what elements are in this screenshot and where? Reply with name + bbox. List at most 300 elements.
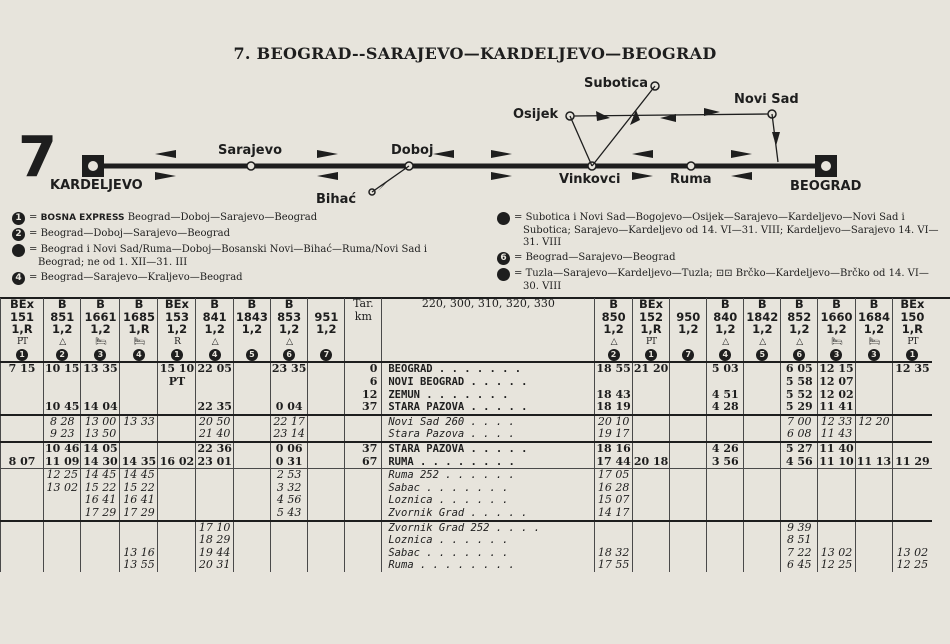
departure-time: 13 02 — [44, 482, 81, 495]
departure-time: 23 35 — [271, 362, 307, 376]
km-value — [345, 469, 382, 482]
train-category: B — [233, 298, 270, 311]
departure-time: 17 55 — [595, 559, 632, 572]
timetable-row — [1, 456, 932, 469]
train-circle-number — [744, 348, 781, 362]
departure-time — [632, 547, 669, 560]
departure-time: 10 46 — [45, 441, 80, 455]
departure-time: 20 18 — [633, 455, 669, 468]
departure-time — [270, 547, 307, 560]
train-category: B — [781, 298, 818, 311]
circle-number-icon: 5 — [756, 349, 768, 361]
train-category: B — [196, 298, 233, 311]
departure-time — [632, 521, 669, 535]
departure-time — [1, 376, 44, 389]
train-circle-number — [595, 348, 632, 362]
departure-time: 9 39 — [781, 521, 818, 535]
departure-time: 21 40 — [196, 428, 233, 442]
departure-time — [158, 482, 196, 495]
departure-time — [233, 428, 270, 442]
departure-time — [1, 534, 44, 547]
train-category: B — [81, 298, 120, 311]
timetable-row — [1, 494, 932, 507]
train-class: 1,2 — [595, 323, 632, 336]
circle-number-icon: 1 — [16, 349, 28, 361]
departure-time: 18 32 — [595, 547, 632, 560]
departure-time — [1, 507, 44, 521]
departure-time — [632, 401, 669, 415]
departure-time — [1, 389, 44, 402]
departure-time — [670, 376, 707, 389]
departure-time: 16 41 — [120, 494, 158, 507]
train-type: △ — [781, 336, 818, 349]
departure-time: 14 17 — [595, 507, 632, 521]
timetable-row — [1, 428, 932, 442]
train-number: 152 — [632, 311, 669, 324]
departure-time: 14 45 — [81, 469, 120, 482]
train-type: PT — [893, 336, 932, 349]
map-station-ruma: Ruma — [670, 172, 712, 187]
circle-number-icon: 4 — [719, 349, 731, 361]
departure-time — [158, 469, 196, 482]
departure-time — [855, 521, 892, 535]
departure-time: 12 25 — [44, 469, 81, 482]
departure-time: 17 29 — [120, 507, 158, 521]
km-value: 0 — [345, 362, 382, 376]
departure-time — [308, 469, 345, 482]
train-circle-number — [781, 348, 818, 362]
departure-time — [893, 415, 932, 429]
train-class: 1,2 — [308, 323, 345, 336]
departure-time — [233, 494, 270, 507]
train-class: 1,2 — [44, 323, 81, 336]
departure-time — [632, 389, 669, 402]
departure-time — [632, 442, 669, 456]
departure-time: 21 20 — [633, 362, 669, 376]
departure-time — [120, 389, 158, 402]
km-value — [345, 428, 382, 442]
departure-time — [44, 494, 81, 507]
departure-time — [44, 389, 81, 402]
train-type: △ — [270, 336, 307, 349]
station-name: Loznica . . . . . . — [382, 494, 595, 507]
departure-time — [308, 376, 345, 389]
departure-time — [233, 456, 270, 469]
departure-time — [855, 376, 892, 389]
train-type: △ — [44, 336, 81, 349]
departure-time: 5 43 — [270, 507, 307, 521]
departure-time — [233, 482, 270, 495]
station-name: STARA PAZOVA . . . . . — [382, 442, 595, 456]
timetable-row — [1, 389, 932, 402]
departure-time: 16 41 — [81, 494, 120, 507]
train-circle-number — [158, 348, 196, 362]
timetable-row — [1, 507, 932, 521]
departure-time — [196, 482, 233, 495]
departure-time — [308, 507, 345, 521]
train-type: 🛏 — [855, 336, 892, 349]
map-station-beograd: BEOGRAD — [790, 179, 862, 194]
station-header-cell — [382, 336, 595, 349]
km-value — [345, 482, 382, 495]
departure-time: 22 36 — [197, 441, 232, 455]
map-station-osijek: Osijek — [513, 107, 559, 122]
train-class: 1,R — [893, 323, 932, 336]
departure-time — [308, 442, 345, 456]
train-class: 1,2 — [818, 323, 855, 336]
departure-time: 18 43 — [596, 388, 631, 401]
legend-number: 3 — [12, 244, 25, 257]
departure-time — [120, 428, 158, 442]
departure-time: 13 02 — [893, 547, 932, 560]
station-name: Zvornik Grad 252 . . . . — [382, 521, 595, 535]
departure-time: 10 45 — [45, 401, 80, 414]
departure-time — [818, 507, 855, 521]
train-circle-number — [120, 348, 158, 362]
departure-time: 14 30 — [81, 456, 120, 469]
departure-time: 15 10 — [159, 362, 195, 376]
legend-text: Beograd i Novi Sad/Ruma—Doboj—Bosanski Novi—Bihać—Ruma/Novi Sad i Beograd; ne od 1. XII—31. III — [38, 244, 428, 268]
table-number: 7 — [18, 125, 57, 190]
timetable-row — [1, 376, 932, 389]
departure-time — [158, 389, 196, 402]
departure-time — [158, 401, 196, 415]
legend-text: Beograd—Doboj—Sarajevo—Beograd — [127, 212, 318, 223]
train-class: 1,2 — [670, 323, 707, 336]
train-circle-number — [670, 348, 707, 362]
departure-time: 23 14 — [270, 428, 307, 442]
departure-time — [308, 456, 345, 469]
departure-time — [595, 376, 632, 389]
departure-time — [233, 376, 270, 389]
departure-time — [781, 469, 818, 482]
departure-time — [632, 482, 669, 495]
departure-time — [44, 507, 81, 521]
timetable-row — [1, 521, 932, 535]
departure-time — [158, 507, 196, 521]
departure-time — [707, 428, 744, 442]
train-category: B — [707, 298, 744, 311]
departure-time: 4 28 — [707, 401, 744, 415]
departure-time: 17 10 — [196, 521, 233, 535]
departure-time: 20 31 — [196, 559, 233, 572]
departure-time — [233, 547, 270, 560]
train-type: 🛏 — [818, 336, 855, 349]
km-value — [345, 521, 382, 535]
km-value: 12 — [345, 389, 382, 402]
header-row — [1, 323, 932, 336]
station-name: Novi Sad 260 . . . . — [382, 415, 595, 429]
departure-time — [781, 507, 818, 521]
departure-time — [233, 362, 270, 376]
departure-time: 8 28 — [44, 415, 81, 429]
legend-text: Beograd—Sarajevo—Kraljevo—Beograd — [40, 272, 243, 283]
station-name: NOVI BEOGRAD . . . . . — [382, 376, 595, 389]
departure-time — [120, 534, 158, 547]
departure-time — [233, 507, 270, 521]
train-class: 1,2 — [707, 323, 744, 336]
departure-time — [632, 469, 669, 482]
station-name: Ruma . . . . . . . . — [382, 559, 595, 572]
departure-time — [670, 469, 707, 482]
tariff-km-header: km — [345, 311, 382, 324]
departure-time — [158, 415, 196, 429]
train-class: 1,R — [120, 323, 158, 336]
departure-time — [893, 494, 932, 507]
departure-time: 16 28 — [595, 482, 632, 495]
departure-time — [632, 415, 669, 429]
departure-time — [233, 469, 270, 482]
departure-time — [308, 362, 345, 376]
train-class: 1,R — [632, 323, 669, 336]
departure-time — [893, 376, 932, 389]
legend-right — [487, 212, 942, 293]
km-value — [345, 534, 382, 547]
map-station-kardeljevo: KARDELJEVO — [50, 178, 143, 193]
departure-time — [670, 456, 707, 469]
departure-time — [1, 559, 44, 572]
departure-time — [855, 401, 892, 415]
legend-number: 7 — [497, 268, 510, 281]
station-name: STARA PAZOVA . . . . . — [382, 401, 595, 415]
departure-time — [81, 534, 120, 547]
departure-time — [707, 547, 744, 560]
departure-time: 11 10 — [819, 455, 854, 468]
departure-time: 18 16 — [596, 441, 631, 455]
departure-time — [893, 401, 932, 415]
departure-time — [893, 442, 932, 456]
timetable-row — [1, 442, 932, 456]
departure-time — [893, 389, 932, 402]
train-category: B — [595, 298, 632, 311]
departure-time — [270, 389, 307, 402]
departure-time — [670, 521, 707, 535]
departure-time — [632, 428, 669, 442]
legend-item: 6 = Beograd—Sarajevo—Beograd — [497, 252, 942, 265]
departure-time — [781, 494, 818, 507]
train-type: 🛏 — [120, 336, 158, 349]
departure-time — [196, 376, 233, 389]
map-station-vinkovci: Vinkovci — [559, 172, 621, 187]
train-type — [670, 336, 707, 349]
train-circle-number — [233, 348, 270, 362]
departure-time — [855, 442, 892, 456]
departure-time: 6 08 — [781, 428, 818, 442]
train-number: 950 — [670, 311, 707, 324]
departure-time — [670, 362, 707, 376]
departure-time — [893, 469, 932, 482]
circle-number-icon: 6 — [793, 349, 805, 361]
train-number: 840 — [707, 311, 744, 324]
legend-text: Tuzla—Sarajevo—Kardeljevo—Tuzla; ⊡⊡ Brčko—Kardeljevo—Brčko od 14. VI—30. VIII — [523, 268, 929, 292]
departure-time — [744, 456, 781, 469]
train-number: 951 — [308, 311, 345, 324]
departure-time — [233, 389, 270, 402]
station-name: ZEMUN . . . . . . . — [382, 389, 595, 402]
train-category: B — [120, 298, 158, 311]
departure-time — [744, 442, 781, 456]
circle-number-icon: 4 — [133, 349, 145, 361]
departure-time: 6 45 — [781, 559, 818, 572]
departure-time: 18 55 — [596, 362, 631, 376]
tariff-km-cell — [345, 323, 382, 336]
departure-time: 3 32 — [270, 482, 307, 495]
departure-time — [855, 507, 892, 521]
departure-time — [707, 559, 744, 572]
train-class: 1,2 — [81, 323, 120, 336]
tariff-km-cell — [345, 348, 382, 362]
departure-time — [158, 547, 196, 560]
train-category: B — [744, 298, 781, 311]
train-number: 1842 — [744, 311, 781, 324]
circle-number-icon: 4 — [209, 349, 221, 361]
train-circle-number — [308, 348, 345, 362]
train-type: △ — [744, 336, 781, 349]
departure-time — [855, 482, 892, 495]
station-name: Šabac . . . . . . . — [382, 482, 595, 495]
train-category: BEx — [1, 298, 44, 311]
departure-time — [670, 534, 707, 547]
departure-time — [233, 559, 270, 572]
departure-time — [233, 415, 270, 429]
timetable-row — [1, 469, 932, 482]
departure-time: 12 25 — [818, 559, 855, 572]
departure-time: 17 29 — [81, 507, 120, 521]
legend-item: 1 = BOSNA EXPRESS Beograd—Doboj—Sarajevo—Beograd — [12, 212, 462, 225]
departure-time: 5 52 — [781, 389, 818, 402]
timetable — [0, 298, 932, 572]
train-number: 852 — [781, 311, 818, 324]
departure-time: 22 35 — [197, 401, 232, 414]
departure-time — [308, 389, 345, 402]
train-class: 1,2 — [233, 323, 270, 336]
departure-time — [744, 507, 781, 521]
train-type: △ — [196, 336, 233, 349]
departure-time: 12 20 — [855, 415, 892, 429]
departure-time: 8 07 — [1, 456, 44, 469]
train-number: 853 — [270, 311, 307, 324]
departure-time — [1, 401, 44, 415]
train-number: 151 — [1, 311, 44, 324]
km-value — [345, 494, 382, 507]
tariff-km-cell — [345, 336, 382, 349]
departure-time — [1, 428, 44, 442]
train-type — [233, 336, 270, 349]
train-number: 153 — [158, 311, 196, 324]
train-type: △ — [707, 336, 744, 349]
train-circle-number — [855, 348, 892, 362]
departure-time — [1, 521, 44, 535]
departure-time: 13 16 — [120, 547, 158, 560]
departure-time — [158, 428, 196, 442]
timetable-row — [1, 415, 932, 429]
departure-time: 13 50 — [81, 428, 120, 442]
departure-time — [196, 494, 233, 507]
train-category — [308, 298, 345, 311]
departure-time — [196, 507, 233, 521]
departure-time — [670, 415, 707, 429]
legend-number: 5 — [497, 212, 510, 225]
departure-time — [196, 469, 233, 482]
departure-time — [744, 547, 781, 560]
departure-time: 12 25 — [893, 559, 932, 572]
departure-time: 12 02 — [819, 388, 854, 401]
train-category — [670, 298, 707, 311]
circle-number-icon: 3 — [94, 349, 106, 361]
departure-time: 19 44 — [196, 547, 233, 560]
circle-number-icon: 2 — [56, 349, 68, 361]
timetable-row — [1, 482, 932, 495]
departure-time: 16 02 — [159, 455, 195, 468]
train-category: B — [44, 298, 81, 311]
train-category: B — [270, 298, 307, 311]
train-circle-number — [893, 348, 932, 362]
departure-time: 22 05 — [197, 362, 232, 376]
train-type — [308, 336, 345, 349]
train-circle-number — [270, 348, 307, 362]
station-name: Šabac . . . . . . . — [382, 547, 595, 560]
train-circle-number — [707, 348, 744, 362]
timetable-row — [1, 547, 932, 560]
circle-number-icon: 1 — [645, 349, 657, 361]
departure-time — [308, 534, 345, 547]
departure-time — [595, 521, 632, 535]
departure-time: 15 22 — [81, 482, 120, 495]
departure-time — [744, 521, 781, 535]
connection-lines: 220, 300, 310, 320, 330 — [382, 298, 595, 311]
train-category: B — [818, 298, 855, 311]
departure-time: 23 01 — [197, 455, 232, 468]
departure-time — [1, 547, 44, 560]
station-header-cell — [382, 348, 595, 362]
departure-time — [308, 401, 345, 415]
km-value — [345, 415, 382, 429]
departure-time — [1, 415, 44, 429]
departure-time — [81, 376, 120, 389]
legend-text: Beograd—Sarajevo—Beograd — [525, 252, 676, 263]
departure-time — [308, 559, 345, 572]
header-row — [1, 348, 932, 362]
departure-time — [670, 389, 707, 402]
departure-time: 4 56 — [781, 456, 818, 469]
departure-time — [670, 507, 707, 521]
departure-time — [120, 442, 158, 456]
departure-time — [893, 428, 932, 442]
departure-time — [893, 521, 932, 535]
departure-time — [1, 482, 44, 495]
departure-time: 5 03 — [707, 362, 744, 376]
departure-time: 7 15 — [1, 362, 44, 376]
km-value: 37 — [345, 442, 382, 456]
station-name: Loznica . . . . . . — [382, 534, 595, 547]
departure-time: 14 35 — [121, 455, 157, 468]
circle-number-icon: 2 — [608, 349, 620, 361]
legend-number: 2 — [12, 228, 25, 241]
departure-time — [120, 401, 158, 415]
departure-time: 6 05 — [781, 362, 818, 376]
train-class: 1,2 — [855, 323, 892, 336]
departure-time: 17 44 — [596, 455, 631, 468]
map-station-subotica: Subotica — [584, 76, 649, 91]
circle-number-icon: 7 — [320, 349, 332, 361]
departure-time — [308, 547, 345, 560]
departure-time — [670, 494, 707, 507]
departure-time — [158, 534, 196, 547]
departure-time — [893, 482, 932, 495]
departure-time — [744, 428, 781, 442]
departure-time — [855, 547, 892, 560]
departure-time — [595, 534, 632, 547]
